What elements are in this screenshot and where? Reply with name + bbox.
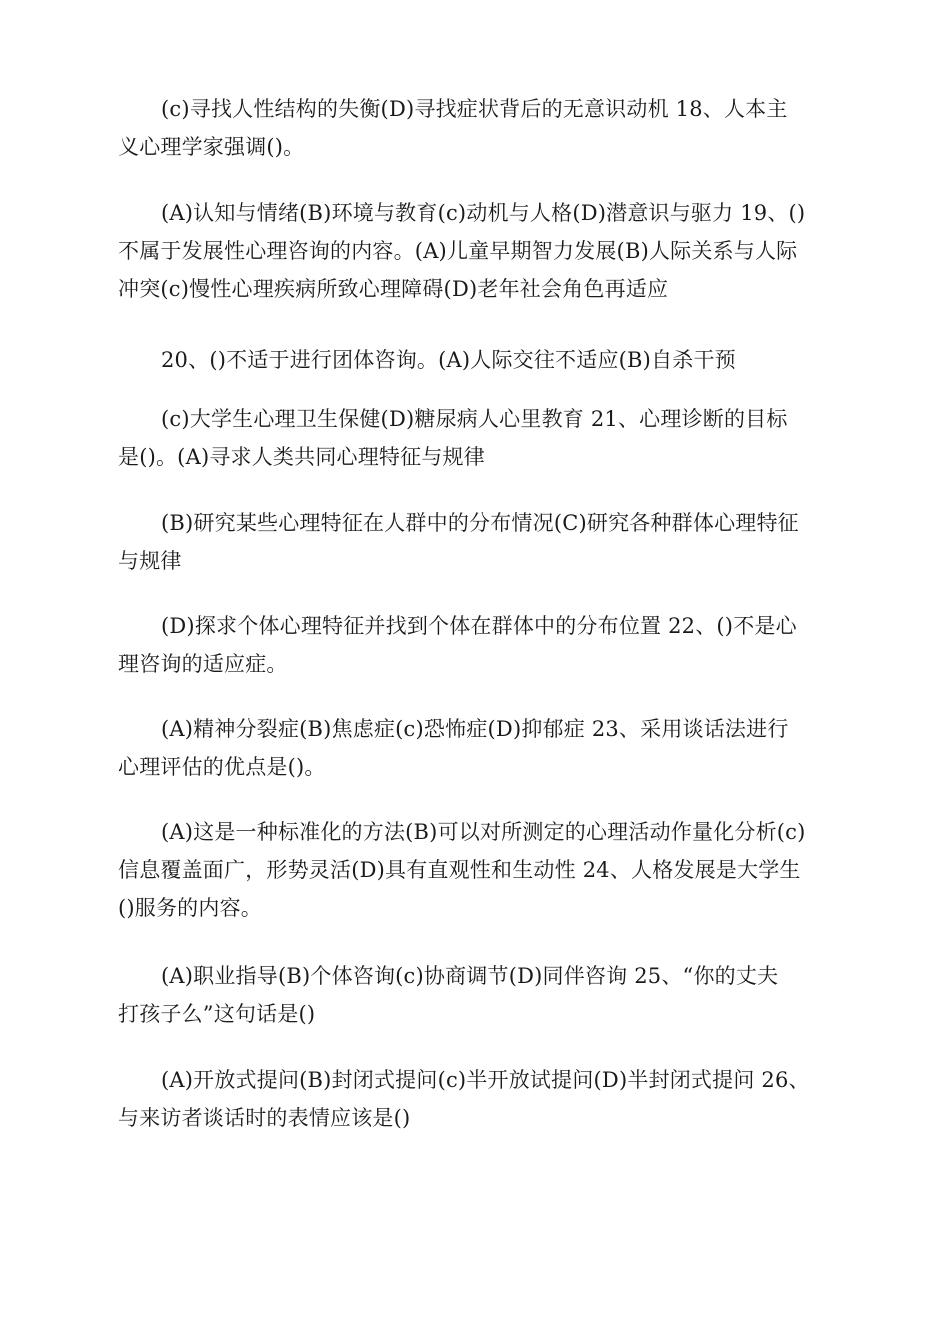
- text-line: (c)大学生心理卫生保健(D)糖尿病人心里教育 21、心理诊断的目标: [161, 407, 788, 431]
- text-line: (A)精神分裂症(B)焦虑症(c)恐怖症(D)抑郁症 23、采用谈话法进行: [161, 717, 789, 741]
- paragraph: [118, 194, 848, 308]
- text-line: (A)这是一种标准化的方法(B)可以对所测定的心理活动作量化分析(c): [161, 820, 806, 844]
- text-line: (A)职业指导(B)个体咨询(c)协商调节(D)同伴咨询 25、“你的丈夫: [161, 964, 779, 988]
- text-line: (A)开放式提问(B)封闭式提问(c)半开放试提问(D)半封闭式提问 26、: [161, 1068, 810, 1092]
- paragraph: [118, 341, 848, 379]
- text-line: (D)探求个体心理特征并找到个体在群体中的分布位置 22、()不是心: [161, 614, 797, 638]
- text-line: 义心理学家强调()。: [118, 135, 305, 159]
- text-line: (A)认知与情绪(B)环境与教育(c)动机与人格(D)潜意识与驱力 19、(): [161, 201, 806, 225]
- paragraph: [118, 710, 848, 786]
- paragraph: [118, 90, 848, 166]
- paragraph: [118, 957, 848, 1033]
- text-line: 不属于发展性心理咨询的内容。(A)儿童早期智力发展(B)人际关系与人际: [118, 239, 798, 263]
- text-line: (B)研究某些心理特征在人群中的分布情况(C)研究各种群体心理特征: [161, 511, 799, 535]
- text-line: (c)寻找人性结构的失衡(D)寻找症状背后的无意识动机 18、人本主: [161, 97, 788, 121]
- paragraph: [118, 400, 848, 476]
- text-line: 与规律: [118, 549, 182, 573]
- paragraph: [118, 813, 848, 927]
- text-line: ()服务的内容。: [118, 896, 262, 920]
- text-line: 信息覆盖面广，形势灵活(D)具有直观性和生动性 24、人格发展是大学生: [118, 858, 801, 882]
- text-line: 理咨询的适应症。: [118, 652, 288, 676]
- paragraph: [118, 607, 848, 683]
- text-line: 打孩子么”这句话是(): [118, 1002, 316, 1026]
- text-line: 是()。(A)寻求人类共同心理特征与规律: [118, 445, 485, 469]
- paragraph: [118, 504, 848, 580]
- paragraph: [118, 1061, 848, 1137]
- text-line: 心理评估的优点是()。: [118, 755, 326, 779]
- text-line: 与来访者谈话时的表情应该是(): [118, 1106, 411, 1130]
- text-line: 20、()不适于进行团体咨询。(A)人际交往不适应(B)自杀干预: [161, 348, 736, 372]
- text-line: 冲突(c)慢性心理疾病所致心理障碍(D)老年社会角色再适应: [118, 277, 669, 301]
